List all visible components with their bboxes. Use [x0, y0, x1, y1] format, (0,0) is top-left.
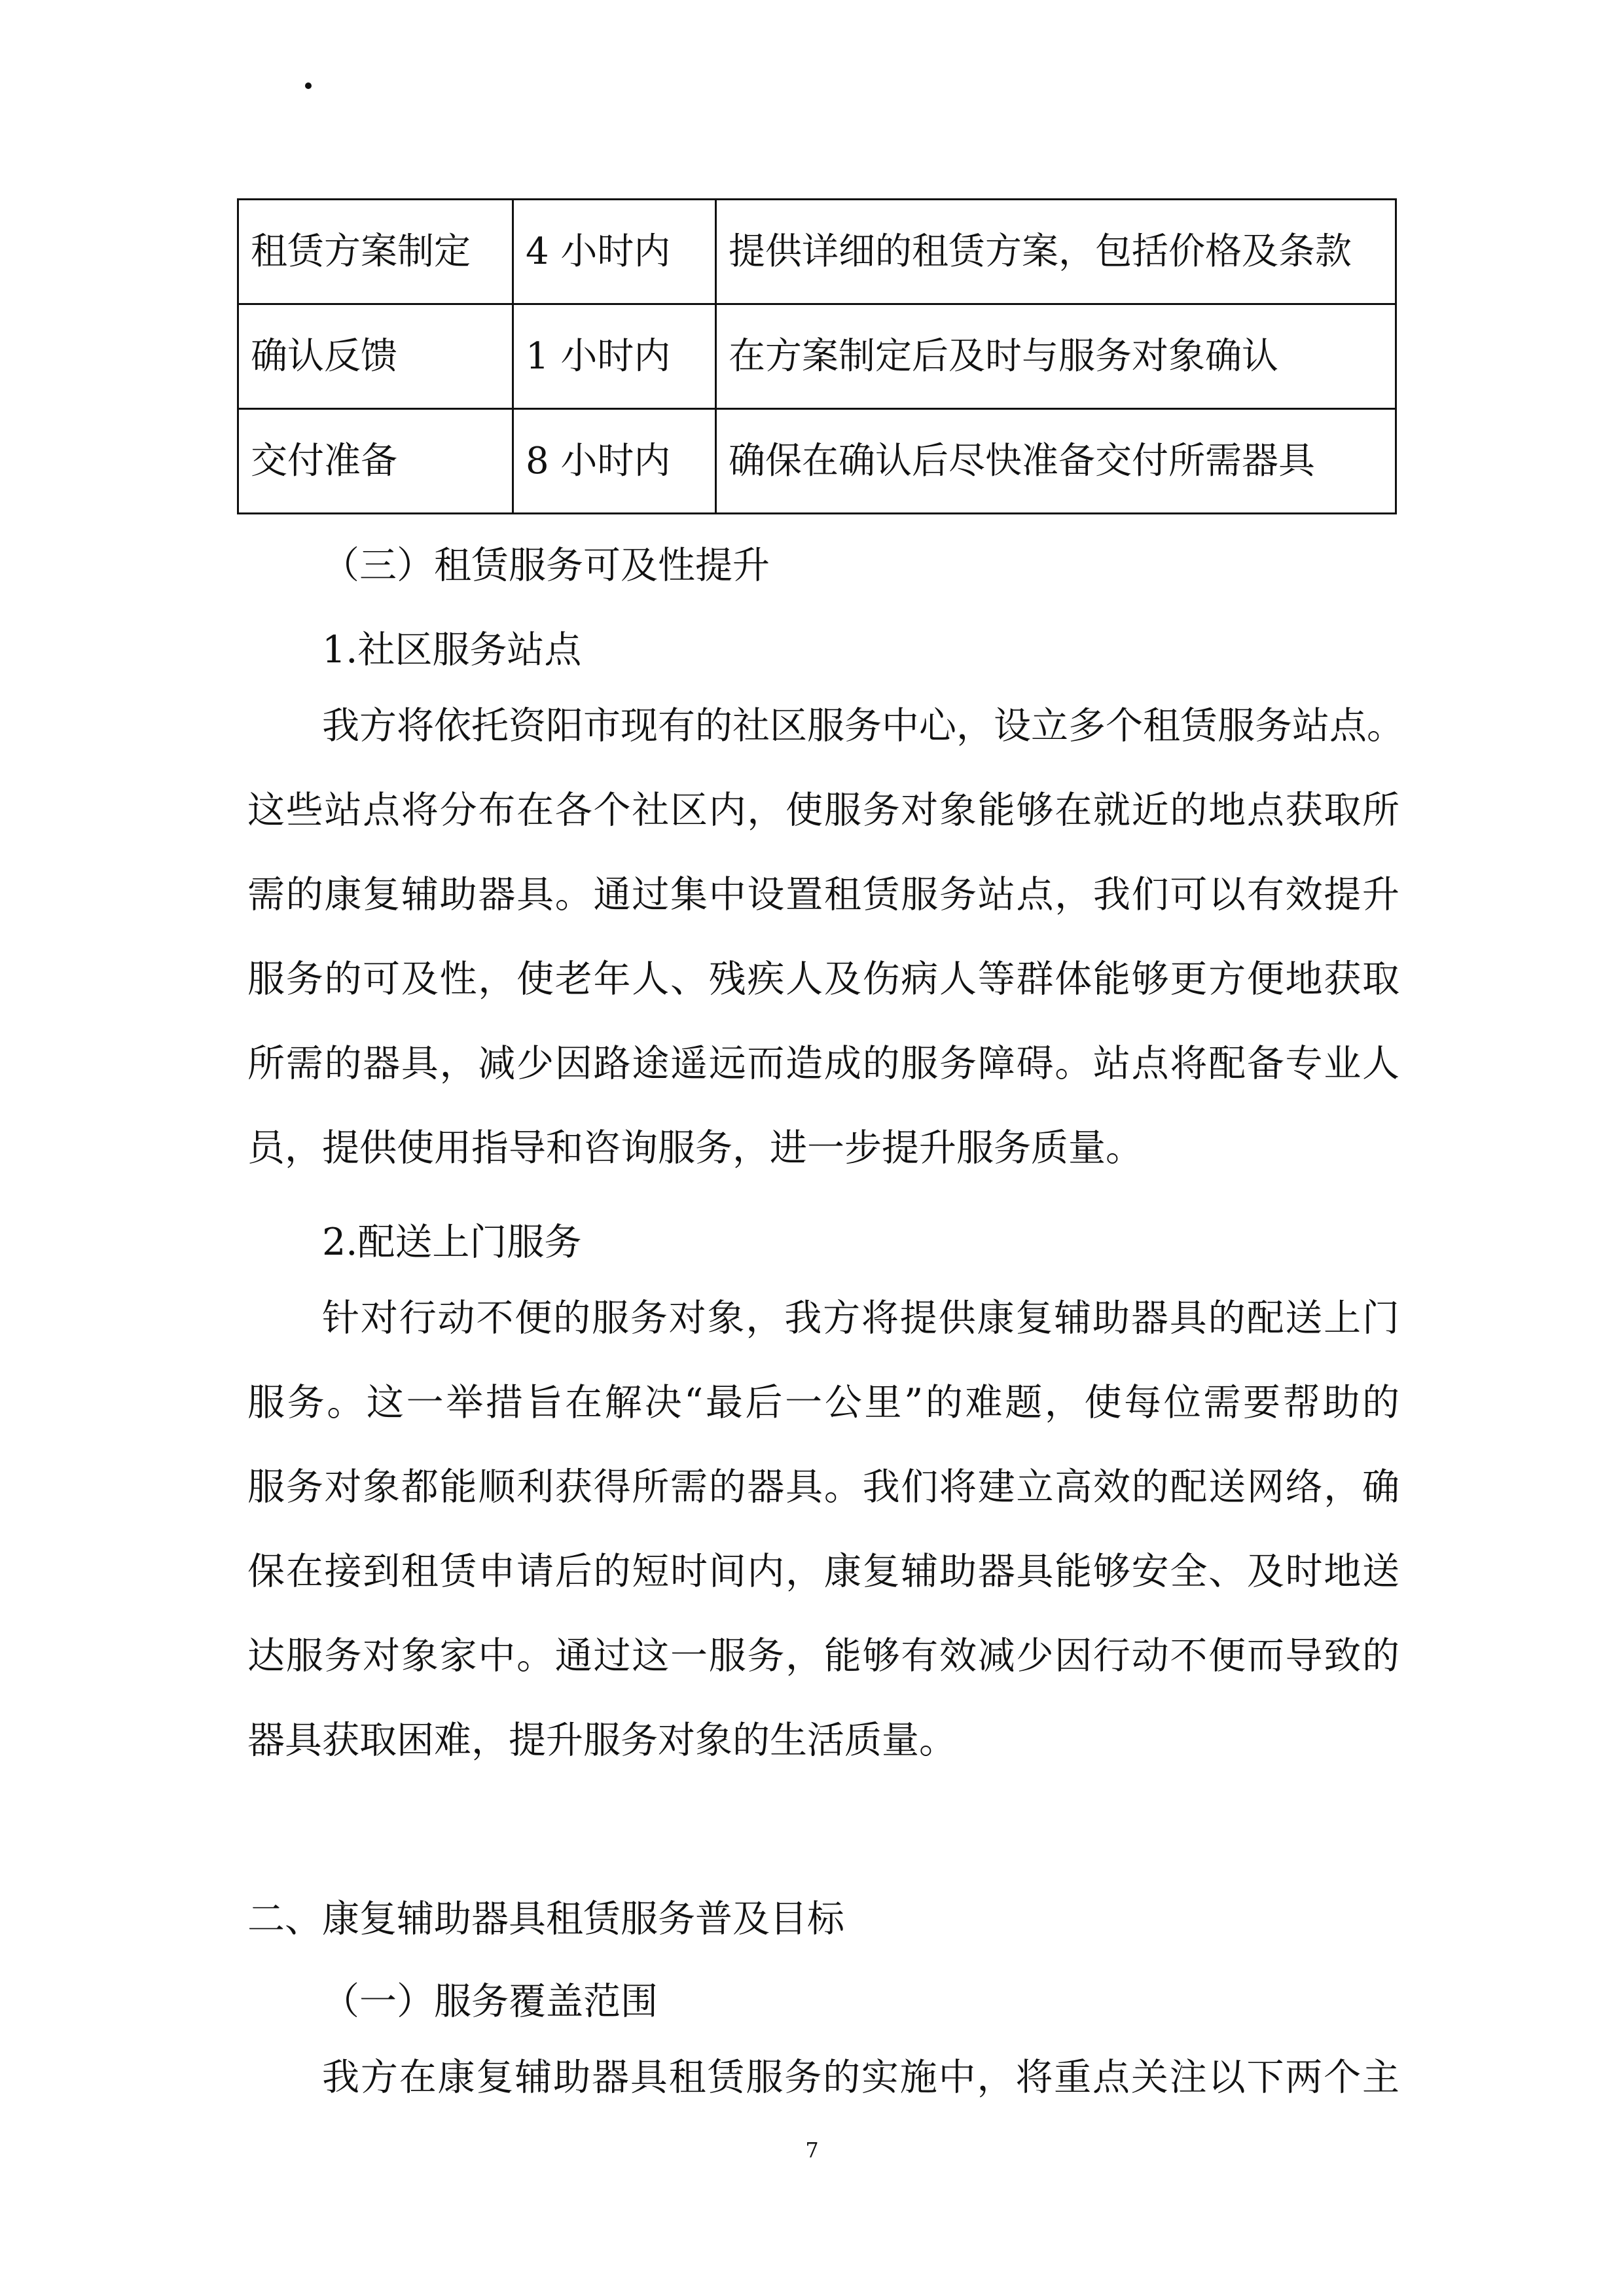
- paragraph-home-delivery: [247, 1276, 1399, 1783]
- table-cell-time: 4 小时内: [513, 200, 716, 304]
- table-cell-time: 8 小时内: [513, 409, 716, 514]
- table-row: [238, 200, 1396, 304]
- page-number: 7: [805, 2138, 819, 2162]
- paragraph-line: 所需的器具，减少因路途遥远而造成的服务障碍。站点将配备专业人: [247, 1042, 1399, 1085]
- subsection-heading-coverage: （一）服务覆盖范围: [322, 1980, 658, 2023]
- paragraph-line: 达服务对象家中。通过这一服务，能够有效减少因行动不便而导致的: [247, 1634, 1399, 1677]
- table-row: [238, 409, 1396, 514]
- paragraph-line: 器具获取困难，提升服务对象的生活质量。: [247, 1719, 956, 1762]
- paragraph-line: 我方在康复辅助器具租赁服务的实施中，将重点关注以下两个主: [322, 2056, 1399, 2099]
- paragraph-community-stations: [247, 684, 1404, 1191]
- table-cell-step: 交付准备: [238, 409, 513, 514]
- page-marker-dot: [305, 82, 312, 89]
- table-cell-description: 在方案制定后及时与服务对象确认: [716, 304, 1396, 409]
- paragraph-line: 服务对象都能顺利获得所需的器具。我们将建立高效的配送网络，确: [247, 1465, 1399, 1509]
- paragraph-line: 这些站点将分布在各个社区内，使服务对象能够在就近的地点获取所: [247, 789, 1399, 832]
- paragraph-line: 我方将依托资阳市现有的社区服务中心，设立多个租赁服务站点。: [322, 704, 1404, 747]
- section-heading: （三）租赁服务可及性提升: [322, 544, 770, 587]
- paragraph-line: 服务的可及性，使老年人、残疾人及伤病人等群体能够更方便地获取: [247, 958, 1399, 1001]
- table-cell-step: 确认反馈: [238, 304, 513, 409]
- paragraph-line: 针对行动不便的服务对象，我方将提供康复辅助器具的配送上门: [322, 1297, 1399, 1340]
- paragraph-line: 需的康复辅助器具。通过集中设置租赁服务站点，我们可以有效提升: [247, 873, 1399, 916]
- paragraph-line: 服务。这一举措旨在解决“最后一公里”的难题，使每位需要帮助的: [247, 1381, 1399, 1424]
- chapter-heading: 二、康复辅助器具租赁服务普及目标: [247, 1897, 844, 1941]
- paragraph-line: 员，提供使用指导和咨询服务，进一步提升服务质量。: [247, 1126, 1143, 1170]
- subsection-heading-home-delivery: 2.配送上门服务: [322, 1221, 582, 1264]
- schedule-table: [237, 198, 1397, 514]
- table-cell-time: 1 小时内: [513, 304, 716, 409]
- table-row: [238, 304, 1396, 409]
- table-cell-description: 确保在确认后尽快准备交付所需器具: [716, 409, 1396, 514]
- table-cell-step: 租赁方案制定: [238, 200, 513, 304]
- paragraph-line: 保在接到租赁申请后的短时间内，康复辅助器具能够安全、及时地送: [247, 1550, 1399, 1593]
- subsection-heading-community-stations: 1.社区服务站点: [322, 628, 582, 672]
- table-cell-description: 提供详细的租赁方案，包括价格及条款: [716, 200, 1396, 304]
- paragraph-coverage: [247, 2036, 1399, 2120]
